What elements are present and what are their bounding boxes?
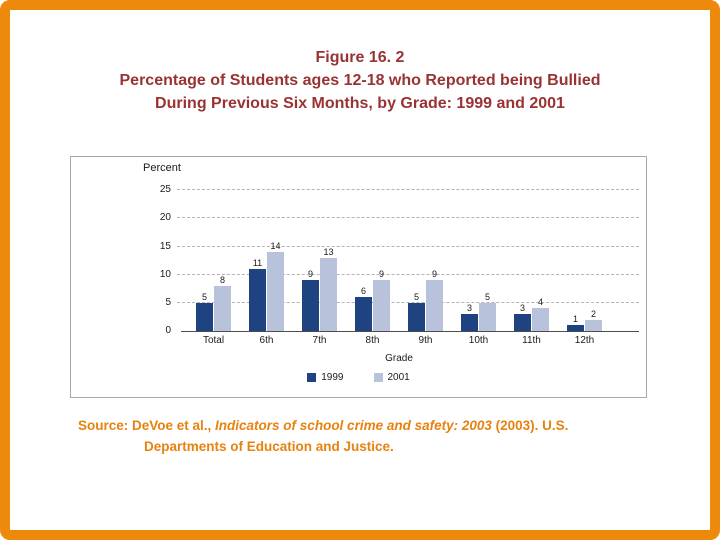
- bar-chart: [70, 156, 647, 398]
- legend-label-2001: 2001: [387, 372, 410, 383]
- bar-value-label: 1: [572, 314, 578, 325]
- bar-wrap: [426, 269, 443, 331]
- y-tick-label: 0: [165, 325, 171, 336]
- y-axis-labels: [143, 179, 177, 336]
- figure-title: [10, 46, 710, 116]
- bar-wrap: [355, 286, 372, 331]
- bar-value-label: 5: [201, 291, 207, 302]
- source-line1: [78, 416, 670, 437]
- bar-2001: [320, 258, 337, 331]
- bar-1999: [302, 280, 319, 331]
- bar-value-label: 8: [219, 274, 225, 285]
- bar-wrap: [214, 275, 231, 331]
- bar-1999: [567, 325, 584, 331]
- y-tick-label: 20: [159, 212, 171, 224]
- y-tick-label: 10: [159, 268, 171, 280]
- bar-1999: [461, 314, 478, 331]
- source-line2: Departments of Education and Justice.: [144, 438, 394, 454]
- bar-groups: [187, 179, 611, 331]
- bar-value-label: 5: [484, 291, 490, 302]
- bar-value-label: 9: [378, 269, 384, 280]
- figure-title-line3: During Previous Six Months, by Grade: 1999 and 2001: [155, 95, 565, 113]
- bar-2001: [532, 308, 549, 331]
- source-citation: [78, 416, 670, 458]
- x-tick-label: 10th: [468, 335, 489, 346]
- bar-2001: [585, 320, 602, 331]
- legend-item-2001: [374, 372, 410, 383]
- bar-1999: [355, 297, 372, 331]
- bar-group: [187, 275, 240, 331]
- bar-value-label: 3: [519, 303, 525, 314]
- bar-group: [399, 269, 452, 331]
- bar-group: [346, 269, 399, 331]
- legend-label-1999: 1999: [321, 372, 344, 383]
- bar-group: [505, 297, 558, 331]
- bar-2001: [373, 280, 390, 331]
- bar-wrap: [532, 297, 549, 331]
- y-tick-label: 5: [165, 296, 171, 308]
- bar-value-label: 5: [413, 291, 419, 302]
- legend-item-1999: [307, 372, 343, 383]
- bar-wrap: [461, 303, 478, 331]
- figure-number: Figure 16. 2: [315, 49, 405, 66]
- bar-value-label: 13: [323, 246, 334, 257]
- plot-area: [181, 179, 639, 332]
- y-tick-label: 25: [159, 184, 171, 196]
- bar-wrap: [302, 269, 319, 331]
- y-axis-title: Percent: [143, 162, 181, 174]
- bar-wrap: [479, 292, 496, 331]
- bar-value-label: 4: [537, 297, 543, 308]
- bar-1999: [408, 303, 425, 331]
- x-tick-label: 6th: [259, 335, 274, 346]
- y-tick-label: 15: [159, 240, 171, 252]
- bar-value-label: 6: [360, 286, 366, 297]
- bar-2001: [426, 280, 443, 331]
- x-tick-label: 7th: [312, 335, 327, 346]
- bar-value-label: 9: [431, 269, 437, 280]
- x-tick-label: 11th: [522, 335, 541, 346]
- x-tick-label: 8th: [365, 335, 380, 346]
- bar-1999: [249, 269, 266, 331]
- bar-wrap: [196, 292, 213, 331]
- bar-group: [452, 292, 505, 331]
- bar-group: [240, 241, 293, 331]
- figure-title-line2: Percentage of Students ages 12-18 who Reported being Bullied: [119, 72, 601, 90]
- bar-2001: [214, 286, 231, 331]
- bar-group: [558, 309, 611, 331]
- bar-2001: [479, 303, 496, 331]
- x-axis-title: Grade: [385, 353, 413, 364]
- bar-value-label: 2: [590, 308, 596, 319]
- source-suffix: (2003). U.S.: [491, 418, 569, 433]
- bar-2001: [267, 252, 284, 331]
- x-tick-label: 12th: [574, 335, 595, 346]
- legend-swatch-1999: [307, 373, 316, 382]
- legend: [71, 372, 646, 383]
- bar-value-label: 9: [307, 269, 313, 280]
- bar-value-label: 3: [466, 303, 472, 314]
- bar-wrap: [567, 314, 584, 331]
- bar-1999: [514, 314, 531, 331]
- legend-swatch-2001: [374, 373, 383, 382]
- x-tick-label: Total: [202, 335, 225, 346]
- bar-value-label: 11: [252, 258, 263, 269]
- x-tick-label: 9th: [418, 335, 433, 346]
- x-axis-labels: [187, 335, 611, 346]
- bar-group: [293, 247, 346, 331]
- bar-wrap: [267, 241, 284, 331]
- bar-wrap: [585, 309, 602, 331]
- bar-wrap: [514, 303, 531, 331]
- bar-wrap: [373, 269, 390, 331]
- bar-wrap: [249, 258, 266, 331]
- bar-wrap: [408, 292, 425, 331]
- bar-value-label: 14: [270, 241, 281, 252]
- bar-1999: [196, 303, 213, 331]
- source-prefix: Source: DeVoe et al.,: [78, 418, 216, 433]
- source-italic-title: Indicators of school crime and safety: 2003: [215, 418, 492, 433]
- bar-wrap: [320, 247, 337, 331]
